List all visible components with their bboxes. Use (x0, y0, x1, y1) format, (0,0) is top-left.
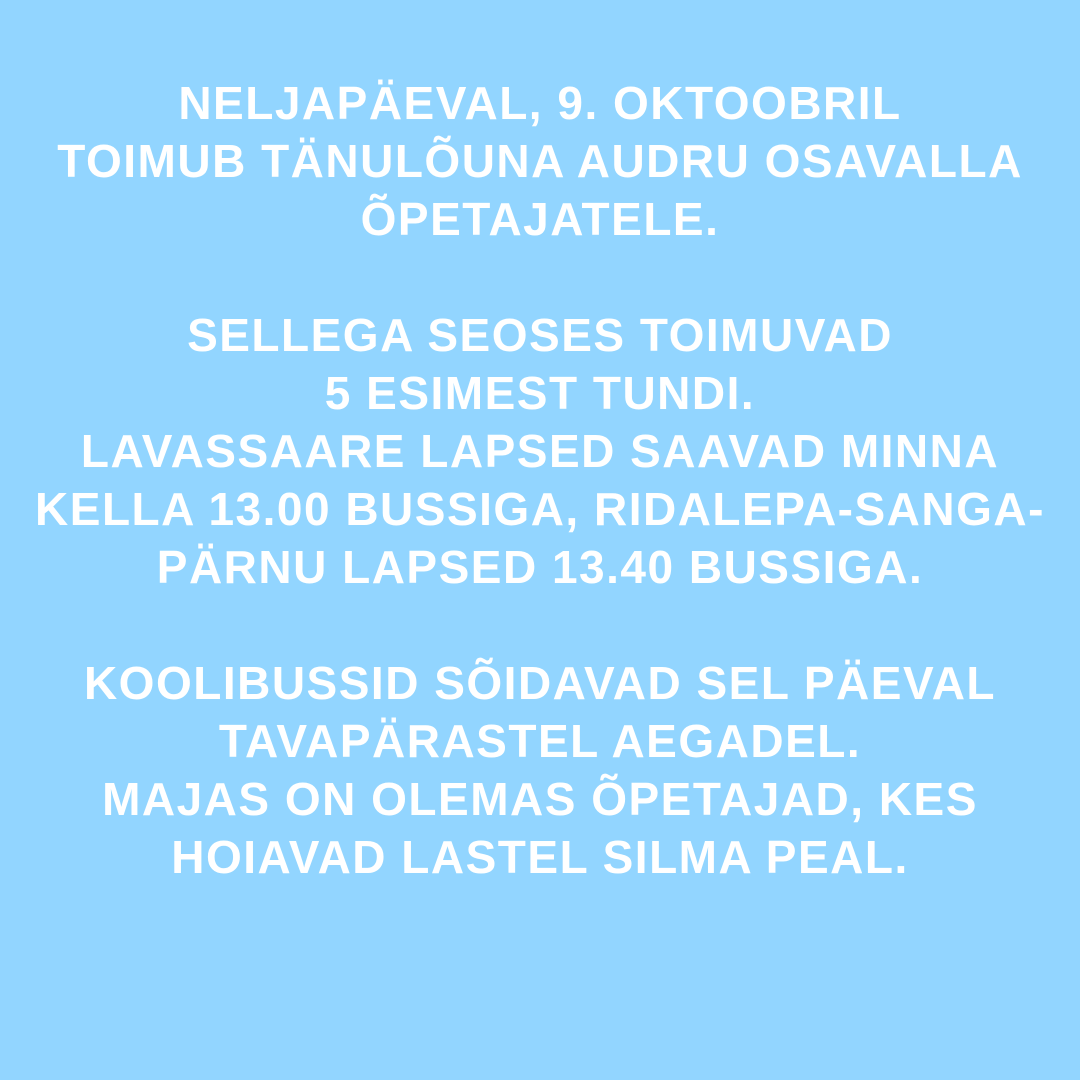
text-line: TOIMUB TÄNULÕUNA AUDRU OSAVALLA (57, 135, 1023, 187)
text-line: SELLEGA SEOSES TOIMUVAD (187, 309, 893, 361)
text-line: 5 ESIMEST TUNDI. (324, 367, 756, 419)
paragraph-bus-info (30, 654, 1050, 886)
text-line: NELJAPÄEVAL, 9. OKTOOBRIL (178, 77, 902, 129)
text-line: MAJAS ON OLEMAS ÕPETAJAD, KES (102, 773, 978, 825)
text-line: PÄRNU LAPSED 13.40 BUSSIGA. (156, 541, 924, 593)
text-line: LAVASSAARE LAPSED SAAVAD MINNA (80, 425, 1000, 477)
text-line: HOIAVAD LASTEL SILMA PEAL. (171, 831, 909, 883)
text-line: KOOLIBUSSID SÕIDAVAD SEL PÄEVAL (83, 657, 997, 709)
text-line: TAVAPÄRASTEL AEGADEL. (218, 715, 862, 767)
paragraph-schedule-details (30, 306, 1050, 596)
text-line: ÕPETAJATELE. (360, 193, 720, 245)
paragraph-event-announcement (30, 74, 1050, 248)
text-line: KELLA 13.00 BUSSIGA, RIDALEPA-SANGA- (35, 483, 1045, 535)
